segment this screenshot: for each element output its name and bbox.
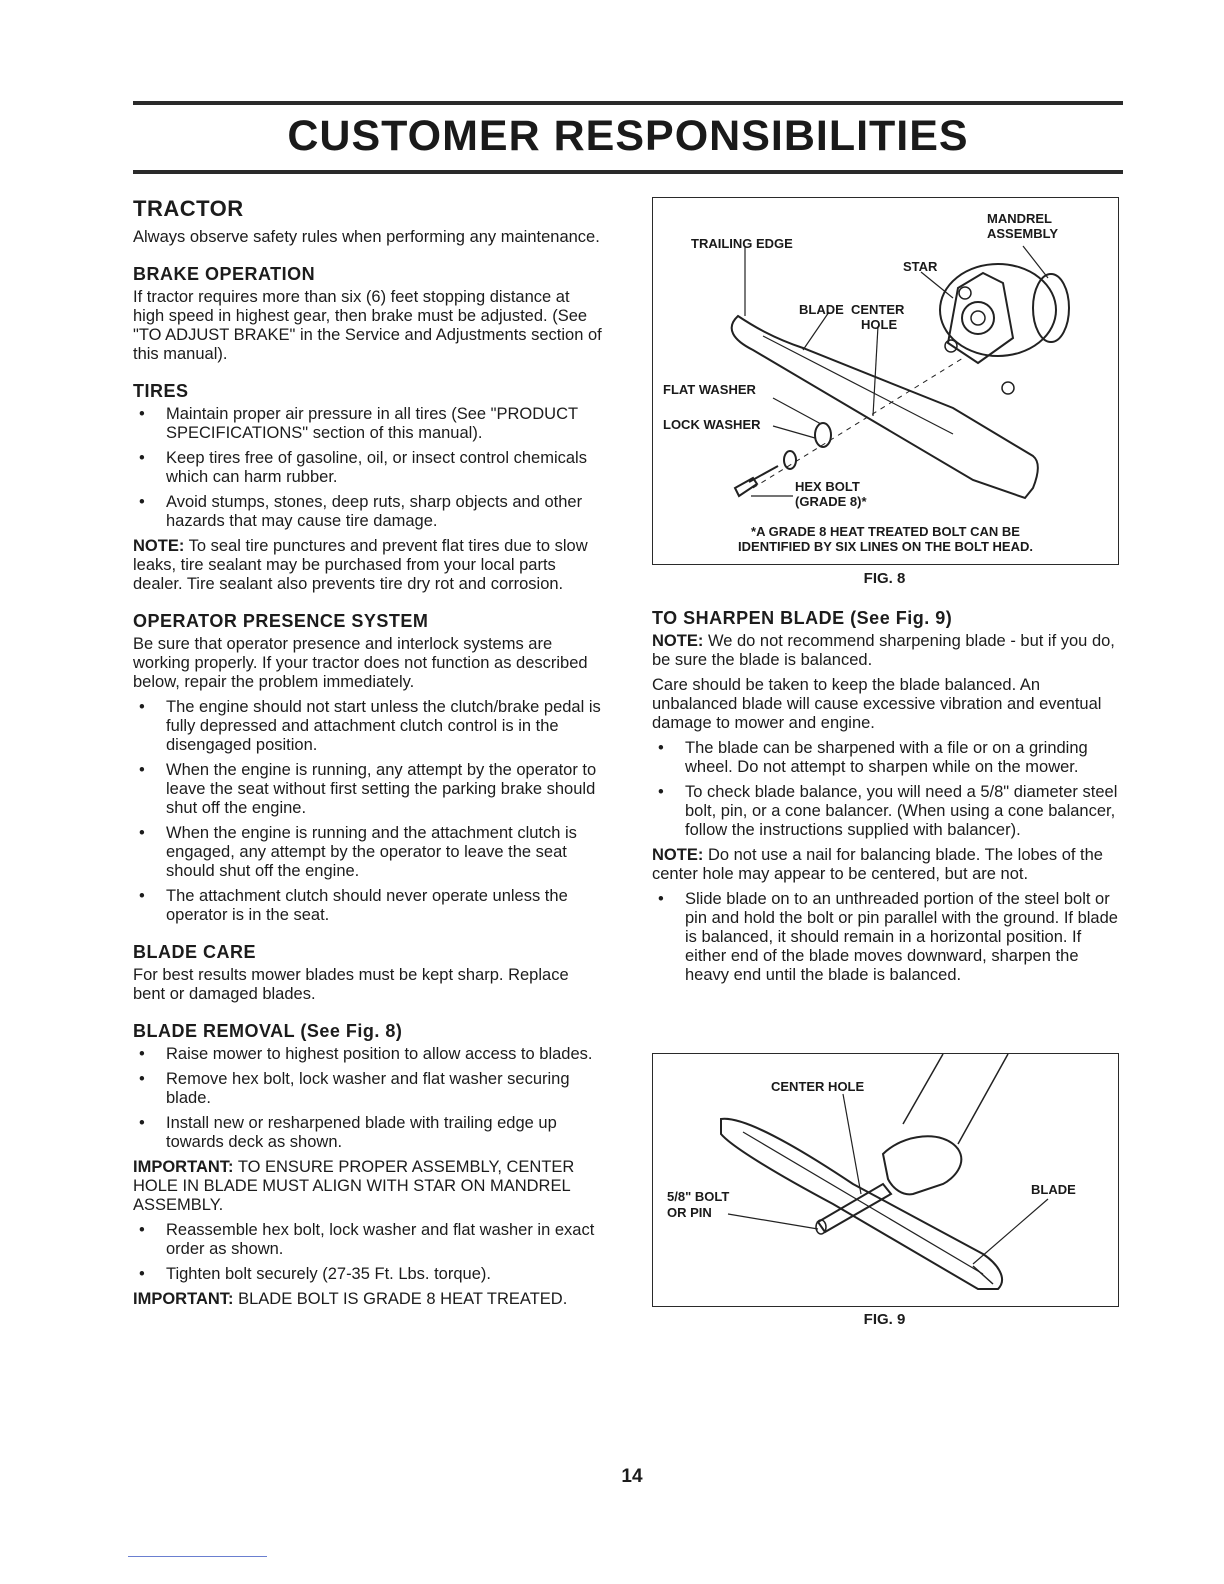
sharpen-list-2	[652, 890, 1124, 985]
sharpen-text: Care should be taken to keep the blade balanced. An unbalanced blade will cause excessive vibration and eventual damage to mower and engine.	[652, 676, 1102, 732]
figure-9	[652, 1053, 1119, 1307]
fig8-hex-bolt-label: HEX BOLT	[795, 479, 860, 494]
note-label: NOTE:	[652, 632, 704, 650]
list-item: • When the engine is running, any attempt by the operator to leave the seat without first setting the parking brake should shut off the engine.	[133, 761, 605, 818]
important-text: TO ENSURE PROPER ASSEMBLY, CENTER HOLE IN BLADE MUST ALIGN WITH STAR ON MANDREL ASSEMBLY.	[133, 1158, 575, 1214]
fig8-blade-center-label: BLADE CENTER	[799, 302, 905, 317]
list-item: • When the engine is running and the attachment clutch is engaged, any attempt by the operator to leave the seat should shut off the engine.	[133, 824, 605, 881]
ops-intro: Be sure that operator presence and interlock systems are working properly. If your tractor does not function as described below, repair the problem immediately.	[133, 635, 588, 691]
blade-removal-list-2	[133, 1221, 605, 1284]
ops-list	[133, 698, 605, 925]
bottom-rule	[133, 170, 1123, 174]
note-text: Do not use a nail for balancing blade. The lobes of the center hole may appear to be centered, but are not.	[652, 846, 1103, 883]
tires-heading: TIRES	[133, 381, 189, 401]
list-item: • Keep tires free of gasoline, oil, or insect control chemicals which can harm rubber.	[133, 449, 605, 487]
figure-8	[652, 197, 1119, 565]
right-column	[652, 607, 1124, 991]
tires-note	[133, 537, 605, 594]
blade-removal-list	[133, 1045, 605, 1152]
page-title: CUSTOMER RESPONSIBILITIES	[287, 112, 969, 160]
fig8-hole-label: HOLE	[861, 317, 898, 332]
list-item: • The engine should not start unless the clutch/brake pedal is fully depressed and attachment clutch control is in the disengaged position.	[133, 698, 605, 755]
list-item: • The attachment clutch should never operate unless the operator is in the seat.	[133, 887, 605, 925]
fig8-mandrel-label: MANDREL	[987, 211, 1052, 226]
left-column	[133, 196, 605, 1315]
fig8-lock-washer-label: LOCK WASHER	[663, 417, 761, 432]
important-text: BLADE BOLT IS GRADE 8 HEAT TREATED.	[238, 1290, 568, 1308]
sharpen-list	[652, 739, 1124, 840]
blade-removal-heading: BLADE REMOVAL (See Fig. 8)	[133, 1021, 403, 1041]
list-item: • Avoid stumps, stones, deep ruts, sharp objects and other hazards that may cause tire damage.	[133, 493, 605, 531]
list-item: • Maintain proper air pressure in all tires (See "PRODUCT SPECIFICATIONS" section of this manual).	[133, 405, 605, 443]
fig8-flat-washer-label: FLAT WASHER	[663, 382, 756, 397]
list-item: • Raise mower to highest position to allow access to blades.	[133, 1045, 605, 1064]
blade-care-text: For best results mower blades must be kept sharp. Replace bent or damaged blades.	[133, 966, 569, 1003]
fig9-center-hole-label: CENTER HOLE	[771, 1079, 865, 1094]
sharpen-heading: TO SHARPEN BLADE (See Fig. 9)	[652, 608, 953, 628]
fig8-grade-label: (GRADE 8)*	[795, 494, 867, 509]
ops-heading: OPERATOR PRESENCE SYSTEM	[133, 611, 429, 631]
blade-care-heading: BLADE CARE	[133, 942, 257, 962]
list-item: • Install new or resharpened blade with trailing edge up towards deck as shown.	[133, 1114, 605, 1152]
important-note-2	[133, 1290, 605, 1309]
page-number: 14	[621, 1466, 643, 1487]
note-text: To seal tire punctures and prevent flat tires due to slow leaks, tire sealant may be purchased from your local parts dealer. Tire sealant also prevents tire dry rot and corrosion.	[133, 537, 588, 593]
note-label: NOTE:	[652, 846, 704, 864]
list-item: • Tighten bolt securely (27-35 Ft. Lbs. torque).	[133, 1265, 605, 1284]
important-label: IMPORTANT:	[133, 1158, 234, 1176]
list-item: • To check blade balance, you will need a 5/8" diameter steel bolt, pin, or a cone balancer. (When using a cone balancer, follow the instructions supplied with balancer).	[652, 783, 1124, 840]
fig8-footnote-1: *A GRADE 8 HEAT TREATED BOLT CAN BE	[751, 524, 1020, 539]
fig8-assembly-label: ASSEMBLY	[987, 226, 1059, 241]
fig9-bolt-label: 5/8" BOLT	[667, 1189, 730, 1204]
fig8-star-label: STAR	[903, 259, 938, 274]
note-text: We do not recommend sharpening blade - but if you do, be sure the blade is balanced.	[652, 632, 1115, 669]
fig8-caption: FIG. 8	[863, 570, 906, 587]
fig9-caption: FIG. 9	[863, 1311, 906, 1328]
important-note	[133, 1158, 605, 1215]
footer-line	[128, 1556, 267, 1557]
list-item: • Remove hex bolt, lock washer and flat washer securing blade.	[133, 1070, 605, 1108]
top-rule	[133, 101, 1123, 105]
fig9-blade-label: BLADE	[1031, 1182, 1076, 1197]
sharpen-note-1	[652, 632, 1124, 670]
brake-heading: BRAKE OPERATION	[133, 264, 316, 284]
list-item: • Slide blade on to an unthreaded portion of the steel bolt or pin and hold the bolt or pin parallel with the ground. If blade is balanced, it should remain in a horizontal position. If either end of the blade moves downward, sharpen the heavy end until the blade is balanced.	[652, 890, 1124, 985]
tires-list	[133, 405, 605, 531]
blade-balance-drawing	[653, 1054, 1118, 1306]
tractor-intro: Always observe safety rules when performing any maintenance.	[133, 228, 600, 246]
brake-text: If tractor requires more than six (6) feet stopping distance at high speed in highest gear, then brake must be adjusted. (See "TO ADJUST BRAKE" in the Service and Adjustments section of this manual).	[133, 288, 602, 363]
list-item: • The blade can be sharpened with a file or on a grinding wheel. Do not attempt to sharpen while on the mower.	[652, 739, 1124, 777]
list-item: • Reassemble hex bolt, lock washer and flat washer in exact order as shown.	[133, 1221, 605, 1259]
fig9-or-pin-label: OR PIN	[667, 1205, 712, 1220]
important-label: IMPORTANT:	[133, 1290, 234, 1308]
tractor-heading: TRACTOR	[133, 196, 244, 221]
fig8-footnote-2: IDENTIFIED BY SIX LINES ON THE BOLT HEAD.	[738, 539, 1033, 554]
fig8-trailing-edge-label: TRAILING EDGE	[691, 236, 793, 251]
note-label: NOTE:	[133, 537, 185, 555]
sharpen-note-2	[652, 846, 1124, 884]
blade-assembly-drawing	[653, 198, 1118, 564]
